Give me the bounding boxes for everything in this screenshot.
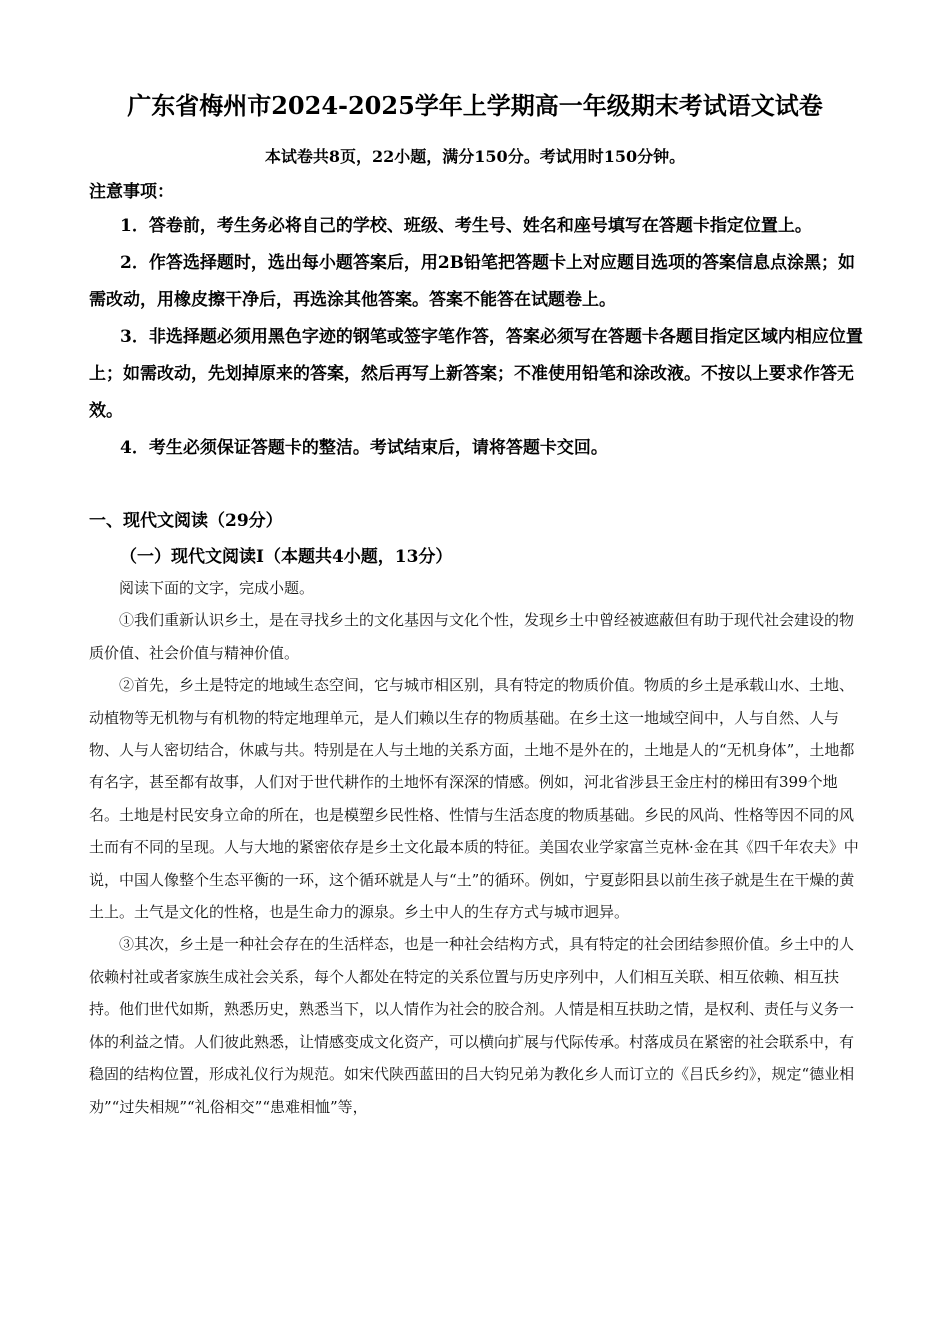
reading-passage — [89, 572, 864, 1123]
notice-item: 1．答卷前，考生务必将自己的学校、班级、考生号、姓名和座号填写在答题卡指定位置上。 — [120, 216, 812, 236]
notice-list — [89, 208, 864, 467]
notice-item: 4．考生必须保证答题卡的整洁。考试结束后，请将答题卡交回。 — [120, 438, 608, 458]
passage-paragraph: ③其次，乡土是一种社会存在的生活样态，也是一种社会结构方式，具有特定的社会团结参照价值。乡土中的人依赖村社或者家族生成社会关系，每个人都处在特定的关系位置与历史序列中，人们相互关联、相互依赖、相互扶持。他们世代如斯，熟悉历史，熟悉当下，以人情作为社会的胶合剂。人情是相互扶助之情，是权利、责任与义务一体的利益之情。人们彼此熟悉，让情感变成文化资产，可以横向扩展与代际传承。村落成员在紧密的社会联系中，有稳固的结构位置，形成礼仪行为规范。如宋代陕西蓝田的吕大钧兄弟为教化乡人而订立的《吕氏乡约》，规定“德业相劝”“过失相规”“礼俗相交”“患难相恤”等， — [89, 935, 855, 1116]
exam-summary: 本试卷共8页，22小题，满分150分。考试用时150分钟。 — [264, 147, 686, 166]
notice-item: 2．作答选择题时，选出每小题答案后，用2B铅笔把答题卡上对应题目选项的答案信息点涂黑；如需改动，用橡皮擦干净后，再选涂其他答案。答案不能答在试题卷上。 — [89, 253, 856, 310]
page-title: 广东省梅州市2024-2025学年上学期高一年级期末考试语文试卷 — [127, 91, 823, 120]
subsection-heading: （一）现代文阅读Ⅰ（本题共4小题，13分） — [120, 547, 453, 567]
notice-item: 3．非选择题必须用黑色字迹的钢笔或签字笔作答，答案必须写在答题卡各题目指定区域内相应位置上；如需改动，先划掉原来的答案，然后再写上新答案；不准使用铅笔和涂改液。不按以上要求作答无效。 — [89, 327, 863, 421]
section-heading: 一、现代文阅读（29分） — [89, 511, 283, 531]
instruction-text: 阅读下面的文字，完成小题。 — [119, 579, 315, 597]
passage-paragraph: ②首先，乡土是特定的地域生态空间，它与城市相区别，具有特定的物质价值。物质的乡土是承载山水、土地、动植物等无机物与有机物的特定地理单元，是人们赖以生存的物质基础。在乡土这一地域空间中，人与自然、人与物、人与人密切结合，休戚与共。特别是在人与土地的关系方面，土地不是外在的，土地是人的“无机身体”，土地都有名字，甚至都有故事，人们对于世代耕作的土地怀有深深的情感。例如，河北省涉县王金庄村的梯田有399个地名。土地是村民安身立命的所在，也是模塑乡民性格、性情与生活态度的物质基础。乡民的风尚、性格等因不同的风土而有不同的呈现。人与大地的紧密依存是乡土文化最本质的特征。美国农业学家富兰克林·金在其《四千年农夫》中说，中国人像整个生态平衡的一环，这个循环就是人与“土”的循环。例如，宁夏彭阳县以前生孩子就是生在干燥的黄土上。土气是文化的性格，也是生命力的源泉。乡土中人的生存方式与城市迥异。 — [89, 676, 859, 922]
passage-paragraph: ①我们重新认识乡土，是在寻找乡土的文化基因与文化个性，发现乡土中曾经被遮蔽但有助于现代社会建设的物质价值、社会价值与精神价值。 — [89, 611, 855, 662]
notice-heading: 注意事项： — [89, 182, 174, 202]
